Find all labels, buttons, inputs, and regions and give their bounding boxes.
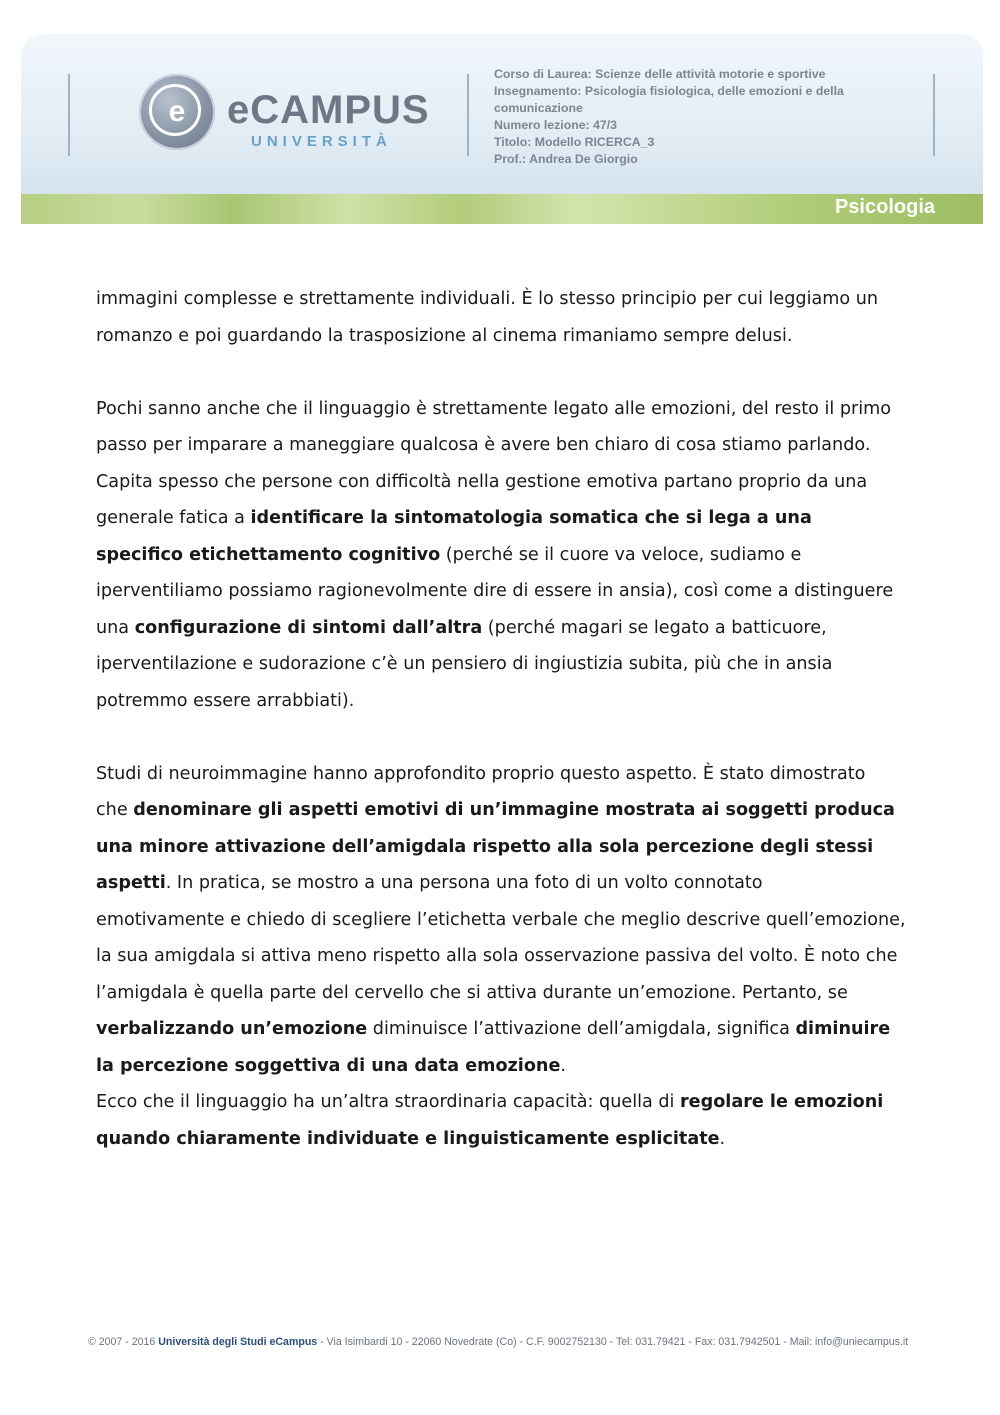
footer-university: Università degli Studi eCampus (158, 1336, 318, 1348)
bold-text: identificare la sintomatologia somatica che si lega a una (250, 508, 812, 528)
footer-copyright: © 2007 - 2016 (88, 1336, 159, 1348)
bold-text: la percezione soggettiva di una data emozione (96, 1055, 561, 1076)
text-span: che (96, 800, 134, 820)
bold-text: una minore attivazione dell’amigdala rispetto alla sola percezione degli stessi (96, 836, 874, 857)
text-span: . (560, 1055, 566, 1076)
course-info-line: Insegnamento: Psicologia fisiologica, delle emozioni e della (494, 84, 844, 98)
text-line: romanzo e poi guardando la trasposizione al cinema rimaniamo sempre delusi. (96, 325, 793, 346)
bold-text: configurazione di sintomi dall’altra (134, 617, 483, 638)
text-span: diminuisce l’attivazione dell’amigdala, significa (367, 1019, 796, 1039)
footer-details: - Via Isimbardi 10 - 22060 Novedrate (Co) - C.F. 9002752130 - Tel: 031.79421 - Fax: 031.7942501 - Mail: info@uniecampus.it (317, 1336, 909, 1348)
paragraph-3 (96, 756, 916, 1085)
course-info-line: Prof.: Andrea De Giorgio (494, 152, 638, 166)
logo-glyph: e (168, 95, 186, 128)
page-header (21, 34, 983, 224)
text-span: (perché magari se legato a batticuore, (482, 617, 827, 638)
header-divider-right (933, 74, 935, 156)
text-line: Capita spesso che persone con difficoltà nella gestione emotiva partano proprio da una (96, 471, 868, 492)
text-line: Pochi sanno anche che il linguaggio è strettamente legato alle emozioni, del resto il primo (96, 398, 892, 419)
text-span: Ecco che il linguaggio ha un’altra straordinaria capacità: quella di (96, 1092, 680, 1112)
course-info-line: comunicazione (494, 101, 583, 115)
ecampus-logo-icon (139, 74, 215, 150)
text-line: passo per imparare a maneggiare qualcosa è avere ben chiaro di cosa stiamo parlando. (96, 435, 871, 455)
brand-name: eCAMPUS (227, 88, 430, 132)
text-span: . (719, 1128, 726, 1149)
text-line: iperventiliamo possiamo ragionevolmente dire di essere in ansia), così come a distinguere (96, 581, 894, 601)
page-footer (88, 1336, 918, 1348)
bold-text: denominare gli aspetti emotivi di un’immagine mostrata ai soggetti produca (133, 800, 895, 820)
bold-text: regolare le emozioni (680, 1092, 884, 1112)
text-span: . In pratica, se mostro a una persona una foto di un volto connotato (165, 873, 763, 893)
text-span: generale fatica a (96, 508, 251, 528)
text-line: Studi di neuroimmagine hanno approfondito proprio questo aspetto. È stato dimostrato (96, 763, 866, 784)
course-info-line: Corso di Laurea: Scienze delle attività motorie e sportive (494, 67, 826, 81)
paragraph-1 (96, 281, 916, 354)
text-span: una (96, 617, 135, 638)
text-line: potremmo essere arrabbiati). (96, 690, 355, 711)
course-info-line: Titolo: Modello RICERCA_3 (494, 135, 655, 149)
text-line: immagini complesse e strettamente individuali. È lo stesso principio per cui leggiamo un (96, 289, 879, 309)
text-line: la sua amigdala si attiva meno rispetto alla sola osservazione passiva del volto. È noto che (96, 946, 898, 966)
text-line: iperventilazione e sudorazione c’è un pensiero di ingiustizia subita, più che in ansia (96, 654, 833, 674)
course-info-line: Numero lezione: 47/3 (494, 118, 618, 132)
bold-text: quando chiaramente individuate e linguisticamente esplicitate (96, 1128, 720, 1149)
header-divider-left (68, 74, 70, 156)
paragraph-2 (96, 391, 916, 720)
paragraph-4 (96, 1084, 916, 1157)
bold-text: diminuire (795, 1019, 891, 1039)
text-line: emotivamente e chiedo di scegliere l’etichetta verbale che meglio descrive quell’emozione, (96, 909, 906, 930)
bold-text: aspetti (96, 873, 166, 893)
bold-text: specifico etichettamento cognitivo (96, 544, 441, 565)
course-info (494, 66, 914, 168)
header-divider-middle (467, 74, 469, 156)
bold-text: verbalizzando un’emozione (96, 1019, 368, 1039)
text-line: l’amigdala è quella parte del cervello che si attiva durante un’emozione. Pertanto, se (96, 982, 848, 1003)
document-body (96, 281, 916, 1157)
brand-subtitle: UNIVERSITÀ (251, 133, 392, 150)
text-span: (perché se il cuore va veloce, sudiamo e (440, 544, 802, 565)
subject-label: Psicologia (834, 196, 935, 218)
subject-band (21, 194, 983, 224)
